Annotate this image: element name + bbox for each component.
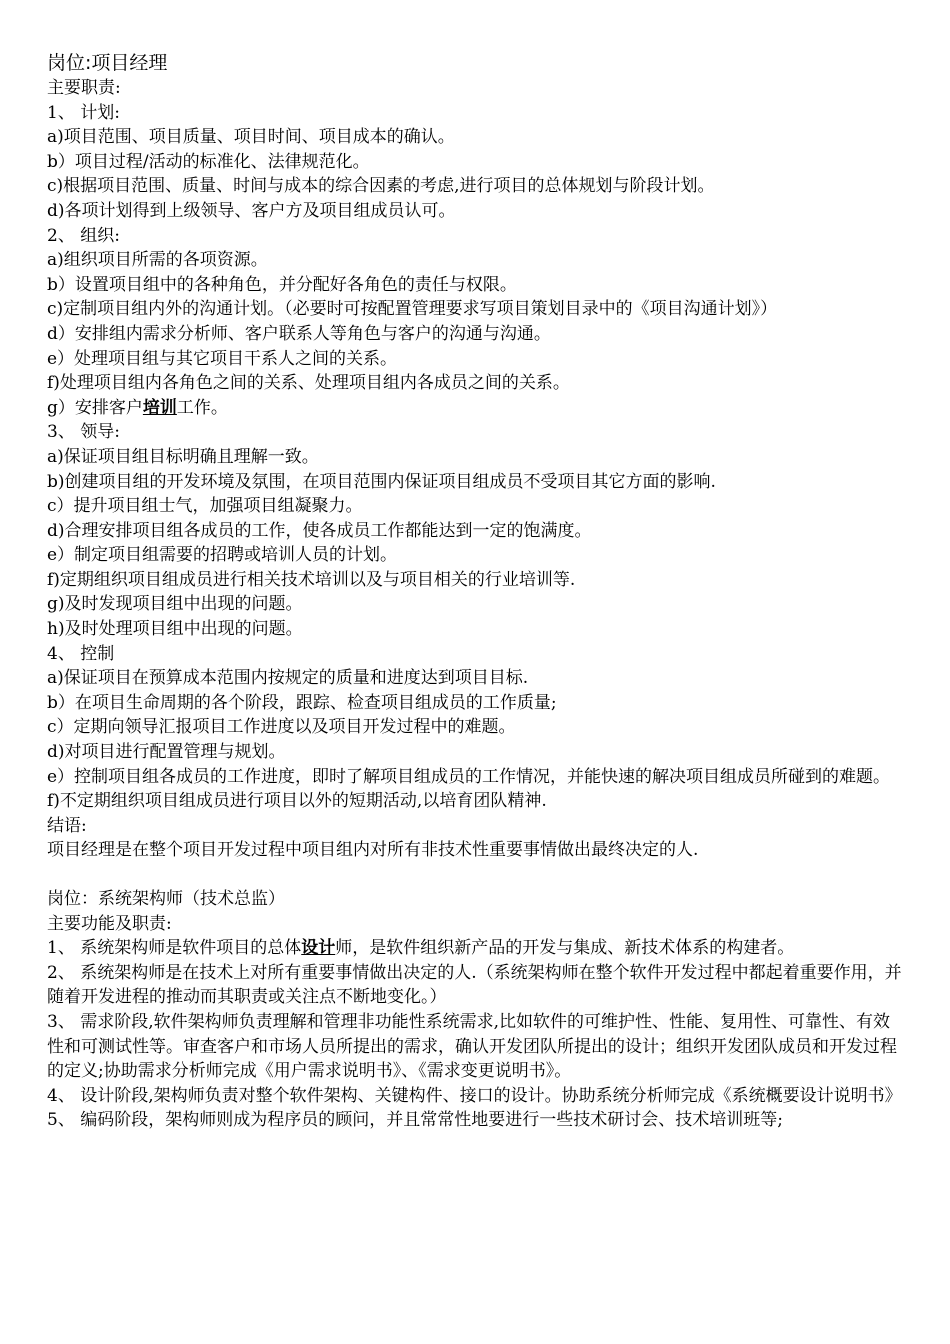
text-line: a)项目范围、项目质量、项目时间、项目成本的确认。 [47, 127, 455, 148]
text-line: g)及时发现项目组中出现的问题。 [47, 594, 303, 615]
text-line: h)及时处理项目组中出现的问题。 [47, 619, 303, 640]
conclusion-text: 项目经理是在整个项目开发过程中项目组内对所有非技术性重要事情做出最终决定的人. [47, 840, 699, 861]
document-page [47, 50, 907, 1133]
text-line: 5、 编码阶段，架构师则成为程序员的顾问，并且常常性地要进行一些技术研讨会、技术培训班等; [47, 1110, 783, 1131]
training-link[interactable]: 培训 [142, 397, 177, 418]
text-line: 3、 需求阶段,软件架构师负责理解和管理非功能性系统需求,比如软件的可维护性、性能、复用性、可靠性、有效性和可测试性等。审查客户和市场人员所提出的需求，确认开发团队所提出的设计；组织开发团队成员和开发过程的定义;协助需求分析师完成《用户需求说明书》、《需求变更说明书》。 [47, 1011, 897, 1082]
text-line: 2、 组织: [47, 225, 120, 246]
text-line: 1、 计划: [47, 102, 120, 123]
text-line: b)创建项目组的开发环境及氛围，在项目范围内保证项目组成员不受项目其它方面的影响. [47, 471, 716, 492]
text-line: c)定制项目组内外的沟通计划。（必要时可按配置管理要求写项目策划目录中的《项目沟通计划》） [47, 299, 778, 320]
text-line: 4、 设计阶段,架构师负责对整个软件架构、关键构件、接口的设计。协助系统分析师完成《系统概要设计说明书》 [47, 1085, 902, 1106]
text-line: d)对项目进行配置管理与规划。 [47, 742, 286, 763]
text-line: 2、 系统架构师是在技术上对所有重要事情做出决定的人.（系统架构师在整个软件开发过程中都起着重要作用，并随着开发进程的推动而其职责或关注点不断地变化。） [47, 962, 902, 1008]
text-line: a)保证项目在预算成本范围内按规定的质量和进度达到项目目标. [47, 668, 529, 689]
text-line: c)根据项目范围、质量、时间与成本的综合因素的考虑,进行项目的总体规划与阶段计划。 [47, 176, 715, 197]
text-line: e）处理项目组与其它项目干系人之间的关系。 [47, 348, 398, 369]
section-gap [47, 863, 907, 887]
text-line: 4、 控制 [47, 643, 115, 664]
text-line: c）提升项目组士气，加强项目组凝聚力。 [47, 496, 363, 517]
text-line-with-link [47, 936, 907, 961]
text-line: f)不定期组织项目组成员进行项目以外的短期活动,以培育团队精神. [47, 791, 547, 812]
text-line: d)合理安排项目组各成员的工作，使各成员工作都能达到一定的饱满度。 [47, 520, 592, 541]
text-segment: g）安排客户 [47, 397, 143, 418]
text-segment: 工作。 [176, 397, 228, 418]
section1-title: 岗位:项目经理 [47, 52, 168, 74]
text-line: a)保证项目组目标明确且理解一致。 [47, 446, 319, 467]
text-line: e）制定项目组需要的招聘或培训人员的计划。 [47, 545, 398, 566]
text-segment: 1、 系统架构师是软件项目的总体 [47, 938, 302, 959]
conclusion-heading: 结语: [47, 815, 87, 836]
section1-subtitle: 主要职责: [47, 78, 121, 98]
text-line: 3、 领导: [47, 422, 120, 443]
text-segment: 师，是软件组织新产品的开发与集成、新技术体系的构建者。 [335, 938, 795, 959]
text-line: b）设置项目组中的各种角色，并分配好各角色的责任与权限。 [47, 274, 517, 295]
section2-title: 岗位：系统架构师（技术总监） [47, 889, 285, 909]
text-line: c）定期向领导汇报项目工作进度以及项目开发过程中的难题。 [47, 717, 516, 738]
text-line: b）项目过程/活动的标准化、法律规范化。 [47, 151, 370, 172]
section2-subtitle: 主要功能及职责: [47, 913, 172, 934]
text-line: f)处理项目组内各角色之间的关系、处理项目组内各成员之间的关系。 [47, 373, 570, 394]
text-line: e）控制项目组各成员的工作进度，即时了解项目组成员的工作情况，并能快速的解决项目组成员所碰到的难题。 [47, 766, 891, 787]
text-line: a)组织项目所需的各项资源。 [47, 250, 268, 271]
text-line: f)定期组织项目组成员进行相关技术培训以及与项目相关的行业培训等. [47, 569, 576, 590]
text-line: d）安排组内需求分析师、客户联系人等角色与客户的沟通与沟通。 [47, 323, 551, 344]
design-link[interactable]: 设计 [301, 938, 336, 959]
text-line: d)各项计划得到上级领导、客户方及项目组成员认可。 [47, 200, 456, 221]
text-line-with-link [47, 396, 907, 421]
text-line: b）在项目生命周期的各个阶段，跟踪、检查项目组成员的工作质量; [47, 692, 557, 713]
